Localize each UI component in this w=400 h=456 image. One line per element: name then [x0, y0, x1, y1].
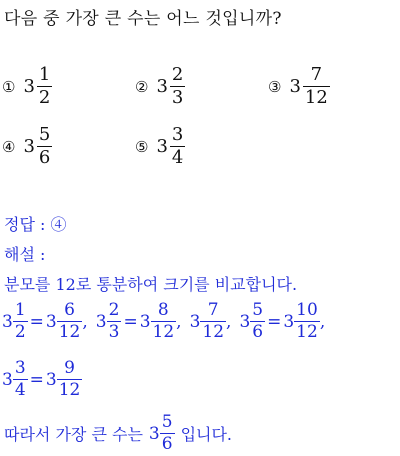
fraction [13, 302, 28, 341]
question-text: 다음 중 가장 큰 수는 어느 것입니까? [4, 9, 282, 29]
numerator: 7 [207, 300, 219, 320]
choice-2[interactable] [135, 66, 185, 107]
choice-1[interactable] [2, 66, 52, 107]
fraction [200, 302, 226, 341]
denominator: 12 [58, 380, 81, 401]
denominator: 6 [38, 147, 51, 169]
separator: , [176, 311, 182, 332]
fraction [151, 302, 177, 341]
denominator: 3 [108, 322, 120, 343]
denominator: 12 [58, 322, 81, 343]
whole-part: 3 [289, 76, 301, 98]
whole-part: 3 [283, 311, 295, 332]
fraction [37, 66, 52, 107]
whole-part: 3 [156, 136, 168, 158]
whole-part: 3 [189, 311, 201, 332]
fraction [107, 302, 122, 341]
numerator: 2 [108, 300, 120, 320]
denominator: 6 [252, 322, 264, 343]
fraction [57, 302, 83, 341]
separator: , [319, 311, 326, 332]
denominator: 2 [14, 322, 26, 343]
choice-3[interactable] [268, 66, 330, 107]
whole-part: 3 [2, 369, 13, 390]
equals-sign: = [267, 311, 282, 332]
numerator: 5 [252, 300, 264, 320]
fraction [57, 360, 83, 399]
denominator: 6 [161, 434, 173, 455]
equals-sign: = [123, 311, 138, 332]
equals-sign: = [29, 311, 44, 332]
fraction [160, 414, 175, 453]
whole-part: 3 [95, 311, 107, 332]
choice-number: ④ [2, 137, 16, 156]
explanation-label: 해설 : [4, 245, 46, 264]
choice-4[interactable] [2, 126, 52, 167]
whole-part: 3 [156, 76, 168, 98]
fraction [250, 302, 265, 341]
answer-label: 정답 : [4, 215, 46, 234]
whole-part: 3 [23, 136, 35, 158]
numerator: 7 [310, 64, 323, 85]
conclusion-line [4, 414, 232, 453]
denominator: 12 [296, 322, 318, 343]
equation-row [2, 302, 325, 341]
whole-part: 3 [148, 423, 160, 444]
choice-5[interactable] [135, 126, 185, 167]
denominator: 4 [171, 147, 184, 169]
numerator: 2 [171, 64, 184, 85]
whole-part: 3 [45, 311, 57, 332]
denominator: 4 [14, 380, 26, 401]
explanation-line: 분모를 12로 통분하여 크기를 비교합니다. [4, 275, 298, 294]
whole-part: 3 [239, 311, 251, 332]
numerator: 1 [38, 64, 51, 85]
whole-part: 3 [2, 311, 13, 332]
conclusion-post: 입니다. [180, 425, 233, 445]
equals-sign: = [29, 369, 44, 390]
fraction [13, 360, 28, 399]
whole-part: 3 [23, 76, 35, 98]
answer-value: ④ [50, 215, 67, 234]
numerator: 9 [64, 358, 75, 378]
separator: , [226, 311, 232, 332]
fraction [170, 66, 185, 107]
fraction [303, 66, 330, 107]
numerator: 3 [14, 358, 26, 378]
numerator: 10 [296, 300, 318, 320]
denominator: 12 [202, 322, 225, 343]
fraction [170, 126, 185, 167]
conclusion-pre: 따라서 가장 큰 수는 [4, 425, 143, 445]
numerator: 8 [157, 300, 169, 320]
numerator: 5 [161, 412, 173, 432]
numerator: 5 [38, 124, 51, 145]
numerator: 3 [171, 124, 184, 145]
equation-row [2, 360, 82, 399]
denominator: 2 [38, 87, 51, 109]
whole-part: 3 [139, 311, 151, 332]
choice-number: ⑤ [135, 137, 149, 156]
fraction [294, 302, 320, 341]
choice-number: ① [2, 77, 16, 96]
separator: , [82, 311, 88, 332]
denominator: 12 [152, 322, 175, 343]
answer-line [4, 212, 67, 235]
choice-number: ③ [268, 77, 282, 96]
denominator: 3 [171, 87, 184, 109]
whole-part: 3 [45, 369, 57, 390]
numerator: 6 [64, 300, 75, 320]
numerator: 1 [14, 300, 26, 320]
choice-number: ② [135, 77, 149, 96]
fraction [37, 126, 52, 167]
denominator: 12 [304, 87, 328, 109]
